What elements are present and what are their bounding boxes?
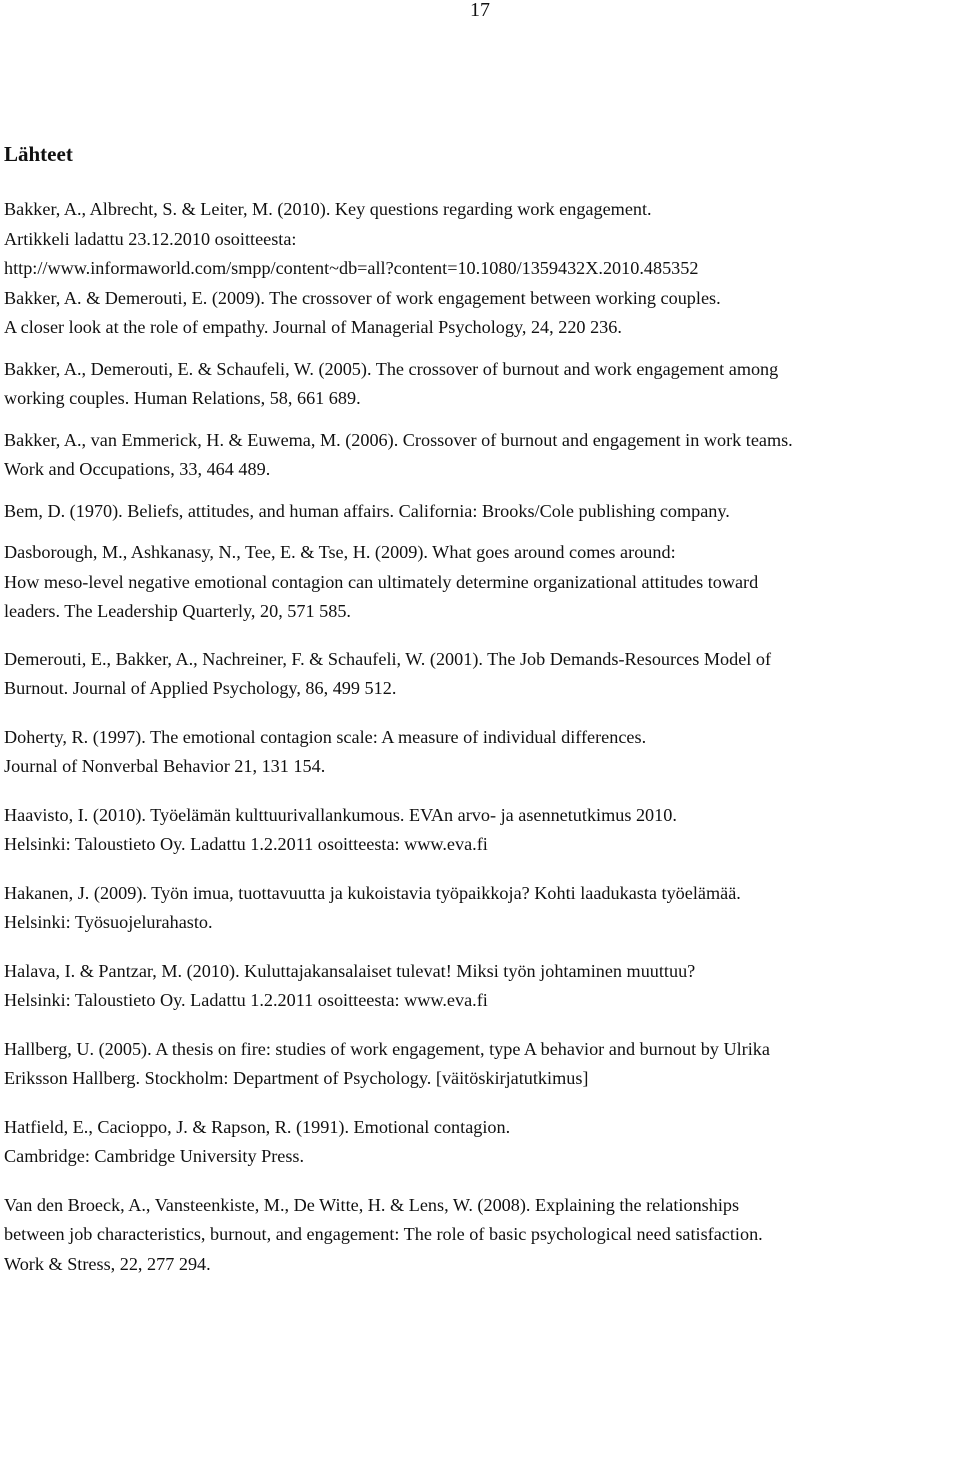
reference-line: Hakanen, J. (2009). Työn imua, tuottavuutta ja kukoistavia työpaikkoja? Kohti laadukasta työelämää.: [4, 882, 741, 903]
reference-entry: [4, 426, 954, 485]
reference-line: Work and Occupations, 33, 464 489.: [4, 459, 271, 479]
reference-entry: [4, 645, 954, 704]
reference-entry: [4, 284, 954, 343]
reference-line: Helsinki: Työsuojelurahasto.: [4, 912, 213, 932]
reference-entry: [4, 538, 954, 627]
reference-line: Bakker, A., van Emmerick, H. & Euwema, M. (2006). Crossover of burnout and engagement in work teams.: [4, 429, 793, 450]
reference-entry: [4, 1113, 954, 1172]
references-heading: Lähteet: [4, 142, 73, 166]
reference-line: Bakker, A., Albrecht, S. & Leiter, M. (2010). Key questions regarding work engagement.: [4, 199, 652, 219]
reference-entry: [4, 195, 954, 284]
reference-entry: [4, 497, 954, 527]
reference-list: [4, 195, 954, 1279]
reference-entry: [4, 879, 954, 938]
reference-line: Dasborough, M., Ashkanasy, N., Tee, E. & Tse, H. (2009). What goes around comes around:: [4, 542, 676, 562]
reference-line: Artikkeli ladattu 23.12.2010 osoitteesta:: [4, 228, 297, 249]
reference-entry: [4, 355, 954, 414]
reference-line: Demerouti, E., Bakker, A., Nachreiner, F. & Schaufeli, W. (2001). The Job Demands-Resources Model of: [4, 648, 772, 669]
reference-line: A closer look at the role of empathy. Journal of Managerial Psychology, 24, 220 236.: [4, 317, 622, 337]
reference-line: Journal of Nonverbal Behavior 21, 131 154.: [4, 756, 326, 776]
reference-entry: [4, 801, 954, 860]
reference-line: Van den Broeck, A., Vansteenkiste, M., De Witte, H. & Lens, W. (2008). Explaining the relationships: [4, 1194, 740, 1215]
reference-line: Eriksson Hallberg. Stockholm: Department of Psychology. [väitöskirjatutkimus]: [4, 1068, 589, 1088]
reference-entry: [4, 1191, 954, 1280]
reference-line: Burnout. Journal of Applied Psychology, 86, 499 512.: [4, 678, 397, 698]
reference-line: Bem, D. (1970). Beliefs, attitudes, and human affairs. California: Brooks/Cole publishing company.: [4, 500, 730, 521]
reference-line: Bakker, A. & Demerouti, E. (2009). The crossover of work engagement between working couples.: [4, 287, 721, 308]
reference-line: Haavisto, I. (2010). Työelämän kulttuurivallankumous. EVAn arvo- ja asennetutkimus 2010.: [4, 804, 677, 825]
reference-line: Bakker, A., Demerouti, E. & Schaufeli, W. (2005). The crossover of burnout and work engagement among: [4, 358, 779, 379]
reference-line: Helsinki: Taloustieto Oy. Ladattu 1.2.2011 osoitteesta: www.eva.fi: [4, 834, 488, 854]
reference-line: Halava, I. & Pantzar, M. (2010). Kuluttajakansalaiset tulevat! Miksi työn johtaminen muuttuu?: [4, 960, 696, 981]
reference-line: working couples. Human Relations, 58, 661 689.: [4, 388, 361, 408]
reference-line: Hallberg, U. (2005). A thesis on fire: studies of work engagement, type A behavior and burnout by Ulrika: [4, 1038, 770, 1059]
reference-line: between job characteristics, burnout, and engagement: The role of basic psychological need satisfaction.: [4, 1224, 763, 1244]
reference-line: Hatfield, E., Cacioppo, J. & Rapson, R. (1991). Emotional contagion.: [4, 1116, 511, 1137]
page-number: 17: [470, 0, 490, 21]
reference-line: Work & Stress, 22, 277 294.: [4, 1253, 211, 1274]
reference-line: http://www.informaworld.com/smpp/content~db=all?content=10.1080/1359432X.2010.485352: [4, 258, 699, 278]
reference-entry: [4, 957, 954, 1016]
reference-line: leaders. The Leadership Quarterly, 20, 571 585.: [4, 601, 351, 621]
reference-line: Helsinki: Taloustieto Oy. Ladattu 1.2.2011 osoitteesta: www.eva.fi: [4, 990, 488, 1010]
reference-line: How meso-level negative emotional contagion can ultimately determine organizational attitudes toward: [4, 571, 759, 592]
reference-entry: [4, 723, 954, 782]
reference-line: Cambridge: Cambridge University Press.: [4, 1146, 305, 1166]
reference-entry: [4, 1035, 954, 1094]
reference-line: Doherty, R. (1997). The emotional contagion scale: A measure of individual differences.: [4, 726, 647, 747]
